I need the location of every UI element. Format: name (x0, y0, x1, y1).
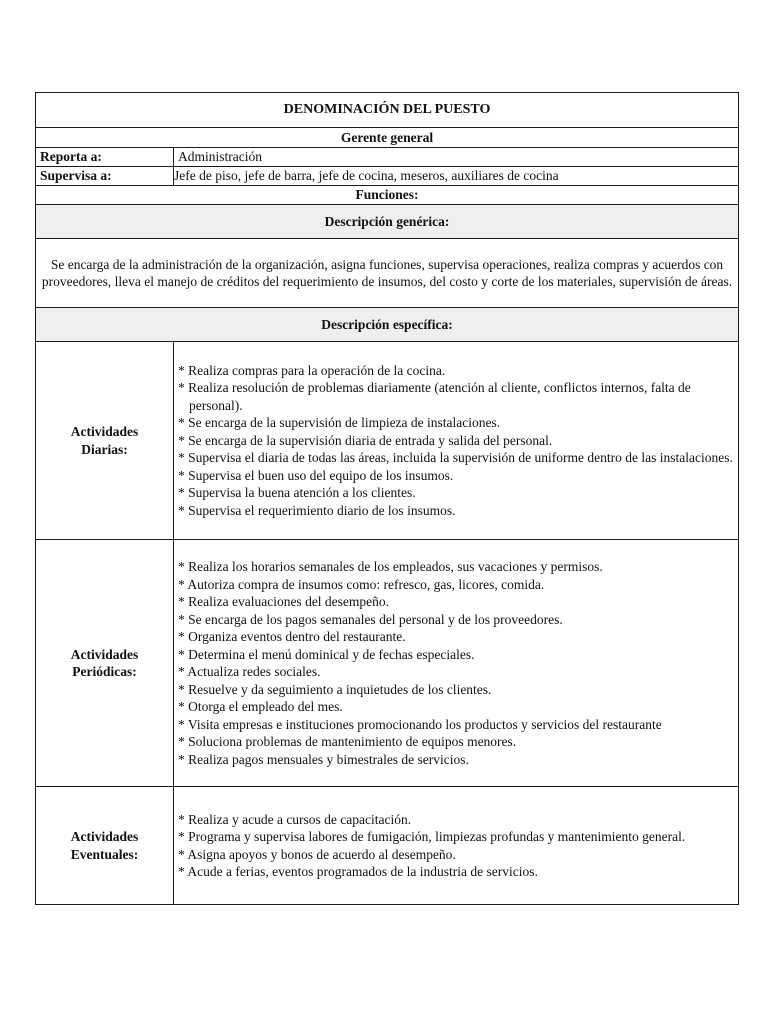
list-item: * Supervisa el requerimiento diario de los insumos. (178, 502, 456, 518)
list-item: * Se encarga de la supervisión diaria de entrada y salida del personal. (178, 432, 553, 448)
list-item: * Acude a ferias, eventos programados de la industria de servicios. (178, 864, 538, 879)
list-item: * Organiza eventos dentro del restaurante. (178, 629, 406, 644)
list-item: * Otorga el empleado del mes. (178, 699, 343, 714)
actividades-eventuales-label-line2: Eventuales: (70, 846, 139, 862)
actividades-periodicas-label-line2: Periódicas: (72, 664, 137, 679)
list-item: * Resuelve y da seguimiento a inquietudes de los clientes. (178, 681, 492, 697)
list-item: * Se encarga de la supervisión de limpieza de instalaciones. (178, 415, 501, 431)
list-item: * Realiza pagos mensuales y bimestrales de servicios. (178, 751, 469, 767)
actividades-periodicas-row (36, 540, 739, 787)
list-item: * Determina el menú dominical y de fechas especiales. (178, 646, 475, 662)
actividades-eventuales-cell (174, 787, 739, 905)
list-item: * Asigna apoyos y bonos de acuerdo al desempeño. (178, 846, 456, 862)
actividades-periodicas-label-line1: Actividades (70, 646, 139, 662)
list-item: * Realiza resolución de problemas diariamente (atención al cliente, conflictos internos, falta de personal). (178, 380, 691, 413)
reporta-row (36, 148, 739, 167)
descripcion-generica-heading: Descripción genérica: (36, 205, 739, 239)
reporta-value: Administración (174, 148, 739, 167)
actividades-eventuales-label (36, 787, 174, 905)
actividades-diarias-label (36, 342, 174, 540)
list-item: * Realiza compras para la operación de la cocina. (178, 362, 446, 378)
list-item: * Visita empresas e instituciones promocionando los productos y servicios del restaurante (178, 716, 662, 732)
supervisa-value: Jefe de piso, jefe de barra, jefe de cocina, meseros, auxiliares de cocina (174, 167, 739, 186)
reporta-label: Reporta a: (36, 148, 174, 167)
actividades-eventuales-label-line1: Actividades (70, 829, 139, 844)
job-description-table (35, 92, 739, 905)
actividades-eventuales-row (36, 787, 739, 905)
actividades-diarias-list (178, 362, 734, 520)
list-item: * Realiza los horarios semanales de los empleados, sus vacaciones y permisos. (178, 559, 603, 574)
list-item: * Supervisa el diaria de todas las áreas, incluida la supervisión de uniforme dentro de las instalaciones. (178, 450, 733, 466)
list-item: * Supervisa la buena atención a los clientes. (178, 485, 416, 501)
supervisa-row (36, 167, 739, 186)
list-item: * Soluciona problemas de mantenimiento de equipos menores. (178, 734, 517, 749)
list-item: * Programa y supervisa labores de fumigación, limpiezas profundas y mantenimiento general. (178, 829, 686, 844)
position-title: Gerente general (36, 128, 739, 148)
actividades-diarias-row (36, 342, 739, 540)
document-title: DENOMINACIÓN DEL PUESTO (36, 93, 739, 128)
supervisa-label: Supervisa a: (36, 167, 174, 186)
actividades-periodicas-label (36, 540, 174, 787)
actividades-diarias-cell (174, 342, 739, 540)
descripcion-especifica-heading: Descripción específica: (36, 308, 739, 342)
list-item: * Se encarga de los pagos semanales del personal y de los proveedores. (178, 611, 563, 627)
actividades-diarias-label-line1: Actividades (70, 424, 139, 439)
list-item: * Realiza evaluaciones del desempeño. (178, 594, 390, 609)
descripcion-generica-text: Se encarga de la administración de la organización, asigna funciones, supervisa operaciones, realiza compras y acuerdos con proveedores, lleva el manejo de créditos del requerimiento de insumos, del costo y corte de los materiales, supervisión de áreas. (36, 239, 739, 308)
funciones-heading: Funciones: (36, 186, 739, 205)
actividades-periodicas-cell (174, 540, 739, 787)
actividades-diarias-label-line2: Diarias: (81, 441, 128, 457)
list-item: * Actualiza redes sociales. (178, 664, 321, 679)
actividades-periodicas-list (178, 558, 734, 768)
list-item: * Realiza y acude a cursos de capacitación. (178, 811, 412, 827)
list-item: * Supervisa el buen uso del equipo de los insumos. (178, 467, 454, 483)
list-item: * Autoriza compra de insumos como: refresco, gas, licores, comida. (178, 576, 545, 592)
actividades-eventuales-list (178, 811, 734, 881)
